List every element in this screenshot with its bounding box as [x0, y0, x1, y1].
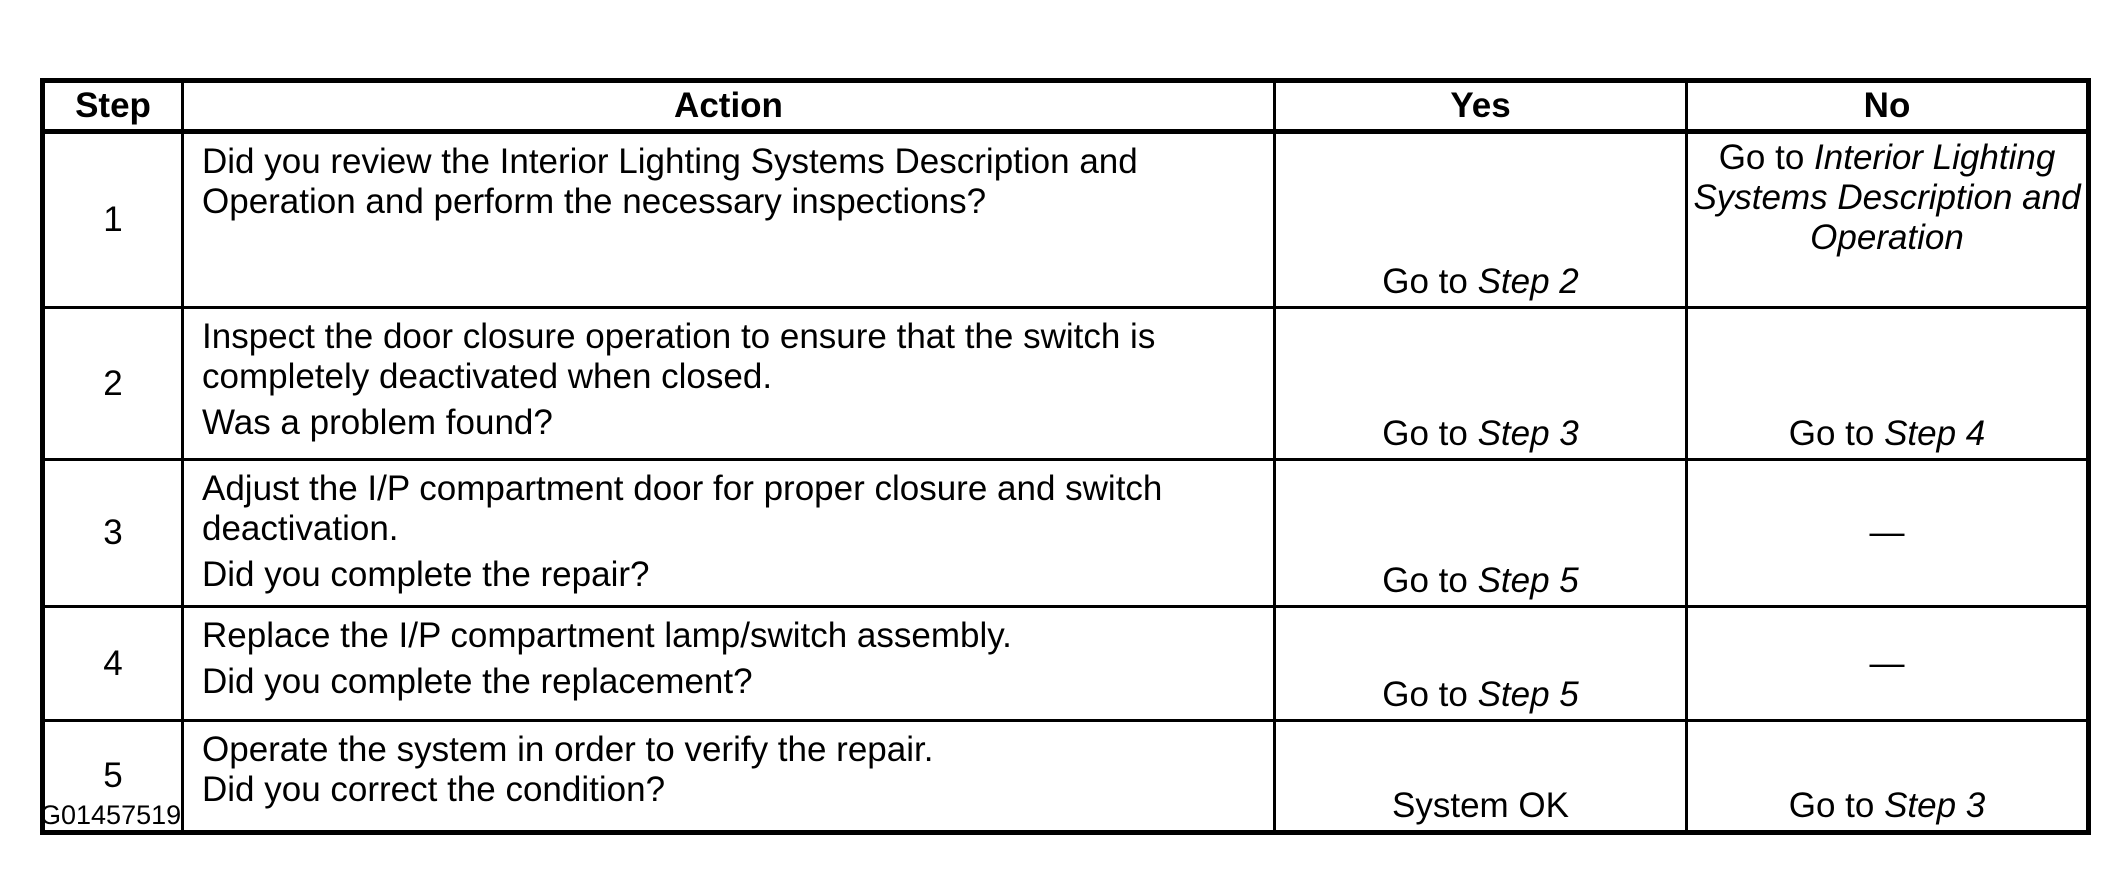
yes-outcome [1276, 414, 1685, 454]
action-cell [183, 132, 1275, 308]
table-row [43, 721, 2089, 833]
no-cell [1687, 460, 2089, 607]
goto-prefix: Go to [1788, 786, 1885, 825]
action-cell [183, 607, 1275, 721]
table-header-row [43, 81, 2089, 132]
no-cell [1687, 132, 2089, 308]
goto-target: Step 2 [1477, 262, 1579, 301]
table-row [43, 460, 2089, 607]
action-text: Adjust the I/P compartment door for proper closure and switch deactivation. [202, 469, 1163, 548]
action-text: Operate the system in order to verify the repair. [202, 730, 934, 769]
goto-prefix: Go to [1718, 138, 1815, 177]
header-yes: Yes [1275, 81, 1687, 132]
goto-prefix: Go to [1382, 675, 1478, 714]
goto-target: Step 5 [1477, 561, 1579, 600]
yes-cell [1275, 308, 1687, 460]
yes-cell [1275, 460, 1687, 607]
action-text: Inspect the door closure operation to ensure that the switch is completely deactivated when closed. [202, 317, 1156, 396]
no-outcome-dash: — [1869, 513, 1905, 552]
goto-prefix: Go to [1382, 561, 1478, 600]
action-cell [183, 308, 1275, 460]
action-question: Did you correct the condition? [202, 770, 666, 809]
step-number: 3 [43, 460, 183, 607]
no-cell [1687, 721, 2089, 833]
yes-outcome [1276, 262, 1685, 302]
step-number: 2 [43, 308, 183, 460]
goto-target: Interior Lighting Systems Description and Operation [1693, 138, 2081, 257]
step-number: 5 [43, 721, 183, 833]
header-step: Step [43, 81, 183, 132]
action-question: Was a problem found? [202, 403, 553, 442]
action-cell [183, 460, 1275, 607]
action-text: Replace the I/P compartment lamp/switch assembly. [202, 616, 1012, 655]
goto-target: Step 4 [1884, 414, 1986, 453]
no-outcome [1688, 414, 2086, 454]
no-outcome [1688, 786, 2086, 826]
action-question: Did you complete the replacement? [202, 662, 753, 701]
table-row [43, 607, 2089, 721]
yes-outcome [1276, 561, 1685, 601]
yes-cell [1275, 721, 1687, 833]
step-number: 1 [43, 132, 183, 308]
yes-outcome [1276, 675, 1685, 715]
goto-prefix: Go to [1788, 414, 1885, 453]
no-cell [1687, 308, 2089, 460]
goto-target: Step 3 [1477, 414, 1579, 453]
yes-cell [1275, 132, 1687, 308]
no-outcome-dash: — [1869, 643, 1905, 683]
no-outcome [1688, 134, 2086, 258]
goto-target: Step 3 [1884, 786, 1986, 825]
step-number: 4 [43, 607, 183, 721]
no-cell [1687, 607, 2089, 721]
goto-prefix: Go to [1382, 262, 1478, 301]
figure-code: G01457519 [40, 800, 182, 830]
action-question: Did you complete the repair? [202, 555, 650, 594]
goto-target: Step 5 [1477, 675, 1579, 714]
table-row [43, 132, 2089, 308]
header-action: Action [183, 81, 1275, 132]
header-no: No [1687, 81, 2089, 132]
yes-outcome: System OK [1392, 786, 1569, 825]
goto-prefix: Go to [1382, 414, 1478, 453]
table-row [43, 308, 2089, 460]
action-cell [183, 721, 1275, 833]
yes-cell [1275, 607, 1687, 721]
diagnostic-table [40, 78, 2091, 835]
action-text: Did you review the Interior Lighting Systems Description and Operation and perform the necessary inspections? [202, 142, 1138, 221]
